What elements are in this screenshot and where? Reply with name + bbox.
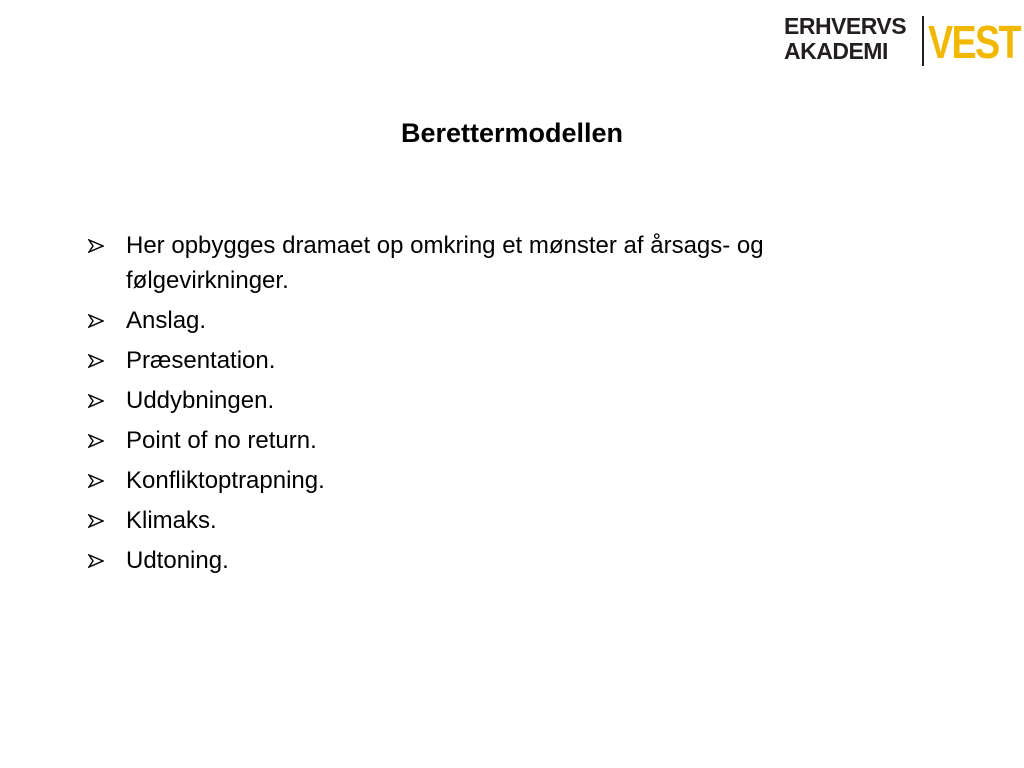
bullet-item (88, 228, 918, 298)
arrowhead-bullet-icon (88, 394, 104, 408)
bullet-item (88, 383, 918, 418)
arrowhead-bullet-icon (88, 514, 104, 528)
arrowhead-bullet-icon (88, 434, 104, 448)
bullet-item (88, 303, 918, 338)
bullet-text: Anslag. (126, 307, 207, 334)
logo-line-1: ERHVERVS (784, 13, 907, 39)
bullet-item (88, 343, 918, 378)
bullet-text: Her opbygges dramaet op omkring et mønster af årsags- og følgevirkninger. (126, 232, 764, 294)
bullet-item (88, 463, 918, 498)
arrowhead-bullet-icon (88, 314, 104, 328)
logo-wordmark (784, 14, 906, 64)
bullet-text: Point of no return. (126, 427, 317, 454)
bullet-text: Konfliktoptrapning. (126, 467, 325, 494)
bullet-text: Præsentation. (126, 347, 276, 374)
bullet-item (88, 423, 918, 458)
bullet-text: Udtoning. (126, 547, 229, 574)
logo-mark: VEST (928, 16, 1020, 68)
arrowhead-bullet-icon (88, 239, 104, 253)
bullet-text: Klimaks. (126, 507, 217, 534)
bullet-text: Uddybningen. (126, 387, 275, 414)
bullet-list (88, 228, 918, 583)
arrowhead-bullet-icon (88, 554, 104, 568)
logo-line-2: AKADEMI (784, 38, 888, 64)
arrowhead-bullet-icon (88, 474, 104, 488)
bullet-item (88, 543, 918, 578)
arrowhead-bullet-icon (88, 354, 104, 368)
erhvervsakademi-vest-logo (784, 13, 1020, 70)
bullet-item (88, 503, 918, 538)
logo-divider (922, 16, 924, 66)
slide-title: Berettermodellen (400, 118, 624, 148)
